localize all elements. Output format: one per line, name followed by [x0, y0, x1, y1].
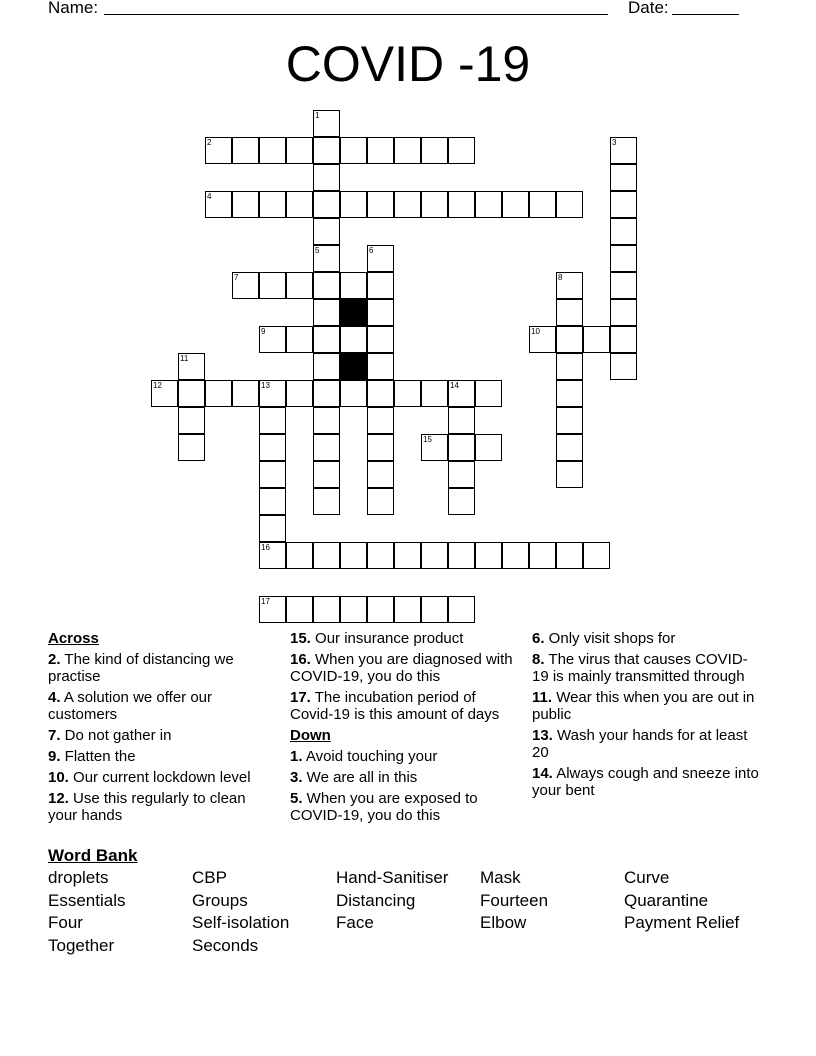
clue-number: 13.: [532, 727, 553, 744]
crossword-cell[interactable]: [259, 380, 286, 407]
crossword-cell[interactable]: [367, 137, 394, 164]
crossword-cell[interactable]: [313, 218, 340, 245]
crossword-cell[interactable]: [421, 542, 448, 569]
word-bank-item: Curve: [624, 868, 670, 887]
crossword-cell[interactable]: [259, 596, 286, 623]
crossword-cell[interactable]: [259, 515, 286, 542]
crossword-cell[interactable]: [313, 353, 340, 380]
crossword-cell[interactable]: [610, 137, 637, 164]
across-clue-list-continued: [290, 630, 518, 723]
clue-text: Use this regularly to clean your hands: [48, 790, 246, 824]
word-bank-item: Essentials: [48, 890, 126, 910]
clue-item: [48, 769, 276, 786]
crossword-cell[interactable]: [151, 380, 178, 407]
clue-number: 15.: [290, 630, 311, 647]
crossword-cell[interactable]: [556, 407, 583, 434]
cell-number: 14: [450, 381, 459, 390]
crossword-cell[interactable]: [610, 272, 637, 299]
clue-text: Wear this when you are out in public: [532, 689, 755, 723]
crossword-cell[interactable]: [313, 461, 340, 488]
cell-number: 7: [234, 273, 239, 282]
crossword-cell[interactable]: [286, 191, 313, 218]
cell-number: 4: [207, 192, 212, 201]
crossword-cell[interactable]: [367, 542, 394, 569]
crossword-cell[interactable]: [610, 299, 637, 326]
crossword-cell[interactable]: [286, 542, 313, 569]
crossword-cell[interactable]: [448, 191, 475, 218]
word-bank-item: CBP: [192, 868, 227, 887]
crossword-cell[interactable]: [475, 434, 502, 461]
crossword-cell[interactable]: [286, 272, 313, 299]
clue-number: 4.: [48, 689, 61, 706]
clue-text: Avoid touching your: [302, 748, 438, 765]
clue-text: The kind of distancing we practise: [48, 651, 234, 685]
crossword-cell[interactable]: [178, 434, 205, 461]
clue-item: [48, 727, 276, 744]
cell-number: 3: [612, 138, 617, 147]
crossword-cell[interactable]: [394, 191, 421, 218]
clue-text: Flatten the: [60, 748, 136, 765]
cell-number: 13: [261, 381, 270, 390]
clue-text: Always cough and sneeze into your bent: [532, 765, 759, 799]
clue-item: [48, 651, 276, 685]
crossword-cell[interactable]: [556, 326, 583, 353]
crossword-cell[interactable]: [556, 542, 583, 569]
crossword-cell[interactable]: [394, 542, 421, 569]
clue-number: 16.: [290, 651, 311, 668]
crossword-cell[interactable]: [286, 596, 313, 623]
cell-number: 12: [153, 381, 162, 390]
clue-text: Do not gather in: [60, 727, 172, 744]
clue-text: A solution we offer our customers: [48, 689, 213, 723]
crossword-cell[interactable]: [340, 542, 367, 569]
crossword-cell[interactable]: [259, 326, 286, 353]
word-bank-item: Self-isolation: [192, 913, 290, 932]
crossword-cell[interactable]: [448, 542, 475, 569]
crossword-cell[interactable]: [583, 326, 610, 353]
crossword-cell[interactable]: [529, 326, 556, 353]
crossword-cell[interactable]: [340, 137, 367, 164]
word-bank-item: Payment Relief: [624, 913, 740, 932]
crossword-cell[interactable]: [367, 326, 394, 353]
crossword-cell[interactable]: [448, 380, 475, 407]
clue-number: 6.: [532, 630, 545, 647]
clue-number: 17.: [290, 689, 311, 706]
crossword-cell[interactable]: [205, 191, 232, 218]
clue-item: [48, 790, 276, 824]
clue-text: The virus that causes COVID-19 is mainly transmitted through: [532, 651, 748, 685]
cell-number: 15: [423, 435, 432, 444]
crossword-cell[interactable]: [421, 434, 448, 461]
cell-number: 1: [315, 111, 320, 120]
crossword-cell[interactable]: [367, 488, 394, 515]
clue-number: 3.: [290, 769, 303, 786]
word-bank-item: Groups: [192, 890, 248, 910]
crossword-cell[interactable]: [556, 380, 583, 407]
clue-text: The incubation period of Covid-19 is this amount of days: [290, 689, 500, 723]
clue-item: [532, 651, 760, 685]
clue-text: Our insurance product: [310, 630, 464, 647]
crossword-block: [340, 353, 367, 380]
crossword-cell[interactable]: [556, 461, 583, 488]
crossword-cell[interactable]: [286, 137, 313, 164]
crossword-cell[interactable]: [178, 407, 205, 434]
crossword-cell[interactable]: [421, 137, 448, 164]
word-bank-item: Seconds: [192, 935, 259, 955]
crossword-cell[interactable]: [259, 488, 286, 515]
clue-item: [532, 630, 760, 647]
clue-item: [290, 769, 518, 786]
crossword-cell[interactable]: [448, 461, 475, 488]
crossword-cell[interactable]: [205, 380, 232, 407]
clue-number: 7.: [48, 727, 61, 744]
crossword-cell[interactable]: [529, 542, 556, 569]
clues-column-3: [532, 630, 760, 803]
cell-number: 10: [531, 327, 540, 336]
crossword-cell[interactable]: [367, 191, 394, 218]
crossword-cell[interactable]: [529, 191, 556, 218]
across-header: Across: [48, 630, 99, 647]
crossword-cell[interactable]: [610, 353, 637, 380]
crossword-cell[interactable]: [421, 191, 448, 218]
crossword-cell[interactable]: [259, 272, 286, 299]
crossword-cell[interactable]: [367, 596, 394, 623]
clue-number: 12.: [48, 790, 69, 807]
crossword-cell[interactable]: [313, 110, 340, 137]
crossword-cell[interactable]: [394, 137, 421, 164]
crossword-cell[interactable]: [313, 137, 340, 164]
cell-number: 17: [261, 597, 270, 606]
cell-number: 6: [369, 246, 374, 255]
crossword-cell[interactable]: [448, 434, 475, 461]
crossword-cell[interactable]: [448, 488, 475, 515]
crossword-cell[interactable]: [502, 542, 529, 569]
clue-item: [48, 748, 276, 765]
clue-text: When you are diagnosed with COVID-19, you do this: [290, 651, 513, 685]
crossword-cell[interactable]: [313, 596, 340, 623]
clue-text: Our current lockdown level: [68, 769, 251, 786]
down-clue-list-continued: [532, 630, 760, 799]
word-bank-item: Quarantine: [624, 890, 709, 910]
crossword-cell[interactable]: [313, 542, 340, 569]
crossword-cell[interactable]: [232, 137, 259, 164]
crossword-cell[interactable]: [340, 272, 367, 299]
clues-column-1: [48, 630, 276, 828]
word-bank-item: Distancing: [336, 890, 416, 910]
crossword-cell[interactable]: [340, 380, 367, 407]
crossword-cell[interactable]: [178, 380, 205, 407]
word-bank-item: Together: [48, 935, 115, 955]
cell-number: 9: [261, 327, 266, 336]
clue-number: 2.: [48, 651, 61, 668]
crossword-cell[interactable]: [367, 272, 394, 299]
crossword-cell[interactable]: [259, 191, 286, 218]
clue-text: When you are exposed to COVID-19, you do this: [290, 790, 478, 824]
name-label: Name:: [48, 0, 99, 17]
date-label: Date:: [628, 0, 669, 17]
crossword-cell[interactable]: [610, 326, 637, 353]
crossword-cell[interactable]: [232, 272, 259, 299]
crossword-cell[interactable]: [232, 380, 259, 407]
clue-item: [532, 689, 760, 723]
crossword-cell[interactable]: [367, 407, 394, 434]
crossword-cell[interactable]: [610, 164, 637, 191]
crossword-cell[interactable]: [367, 299, 394, 326]
clue-item: [532, 765, 760, 799]
crossword-cell[interactable]: [448, 137, 475, 164]
clue-item: [290, 689, 518, 723]
crossword-cell[interactable]: [610, 245, 637, 272]
word-bank-item: Mask: [480, 868, 521, 887]
crossword-cell[interactable]: [475, 380, 502, 407]
crossword-cell[interactable]: [313, 326, 340, 353]
word-bank-item: droplets: [48, 868, 109, 887]
across-clue-list: [48, 651, 276, 824]
clue-item: [290, 748, 518, 765]
word-bank-item: Hand-Sanitiser: [336, 868, 449, 887]
crossword-cell[interactable]: [313, 434, 340, 461]
clue-number: 1.: [290, 748, 303, 765]
clue-number: 10.: [48, 769, 69, 786]
crossword-cell[interactable]: [340, 596, 367, 623]
crossword-cell[interactable]: [367, 461, 394, 488]
clue-text: We are all in this: [302, 769, 418, 786]
word-bank-item: Elbow: [480, 913, 527, 932]
page-title: COVID -19: [285, 36, 531, 92]
crossword-cell[interactable]: [286, 380, 313, 407]
clue-number: 8.: [532, 651, 545, 668]
crossword-cell[interactable]: [556, 299, 583, 326]
crossword-cell[interactable]: [394, 380, 421, 407]
cell-number: 5: [315, 246, 320, 255]
crossword-block: [340, 299, 367, 326]
word-bank-title: Word Bank: [48, 846, 138, 865]
cell-number: 11: [180, 354, 189, 363]
crossword-cell[interactable]: [556, 191, 583, 218]
crossword-cell[interactable]: [583, 542, 610, 569]
crossword-cell[interactable]: [556, 272, 583, 299]
word-bank-item: Fourteen: [480, 890, 549, 910]
clue-text: Only visit shops for: [544, 630, 676, 647]
clue-item: [290, 790, 518, 824]
crossword-cell[interactable]: [340, 326, 367, 353]
crossword-cell[interactable]: [313, 380, 340, 407]
crossword-cell[interactable]: [502, 191, 529, 218]
crossword-cell[interactable]: [556, 434, 583, 461]
crossword-cell[interactable]: [394, 596, 421, 623]
crossword-cell[interactable]: [421, 380, 448, 407]
crossword-cell[interactable]: [259, 434, 286, 461]
crossword-cell[interactable]: [313, 245, 340, 272]
crossword-cell[interactable]: [259, 461, 286, 488]
clue-number: 5.: [290, 790, 303, 807]
cell-number: 16: [261, 543, 270, 552]
crossword-cell[interactable]: [448, 407, 475, 434]
crossword-cell[interactable]: [610, 218, 637, 245]
word-bank-item: Four: [48, 913, 83, 932]
crossword-cell[interactable]: [178, 353, 205, 380]
clue-number: 14.: [532, 765, 553, 782]
crossword-cell[interactable]: [259, 137, 286, 164]
crossword-cell[interactable]: [421, 596, 448, 623]
clue-number: 11.: [532, 689, 553, 706]
crossword-cell[interactable]: [475, 542, 502, 569]
down-header: Down: [290, 727, 331, 744]
crossword-cell[interactable]: [205, 137, 232, 164]
crossword-cell[interactable]: [313, 299, 340, 326]
cell-number: 8: [558, 273, 563, 282]
clue-item: [290, 651, 518, 685]
clue-item: [48, 689, 276, 723]
crossword-cell[interactable]: [232, 191, 259, 218]
cell-number: 2: [207, 138, 212, 147]
crossword-cell[interactable]: [286, 326, 313, 353]
crossword-cell[interactable]: [367, 434, 394, 461]
crossword-cell[interactable]: [556, 353, 583, 380]
crossword-cell[interactable]: [475, 191, 502, 218]
clue-text: Wash your hands for at least 20: [532, 727, 748, 761]
clue-item: [532, 727, 760, 761]
crossword-cell[interactable]: [313, 407, 340, 434]
crossword-cell[interactable]: [313, 191, 340, 218]
crossword-cell[interactable]: [367, 245, 394, 272]
crossword-cell[interactable]: [367, 353, 394, 380]
clue-number: 9.: [48, 748, 61, 765]
crossword-cell[interactable]: [610, 191, 637, 218]
down-clue-list: [290, 748, 518, 824]
clues-column-2: [290, 630, 518, 828]
crossword-cell[interactable]: [313, 272, 340, 299]
crossword-cell[interactable]: [259, 542, 286, 569]
crossword-cell[interactable]: [367, 380, 394, 407]
crossword-cell[interactable]: [313, 164, 340, 191]
word-bank-item: Face: [336, 913, 374, 932]
crossword-cell[interactable]: [259, 407, 286, 434]
crossword-cell[interactable]: [340, 191, 367, 218]
crossword-cell[interactable]: [448, 596, 475, 623]
crossword-cell[interactable]: [313, 488, 340, 515]
clue-item: [290, 630, 518, 647]
